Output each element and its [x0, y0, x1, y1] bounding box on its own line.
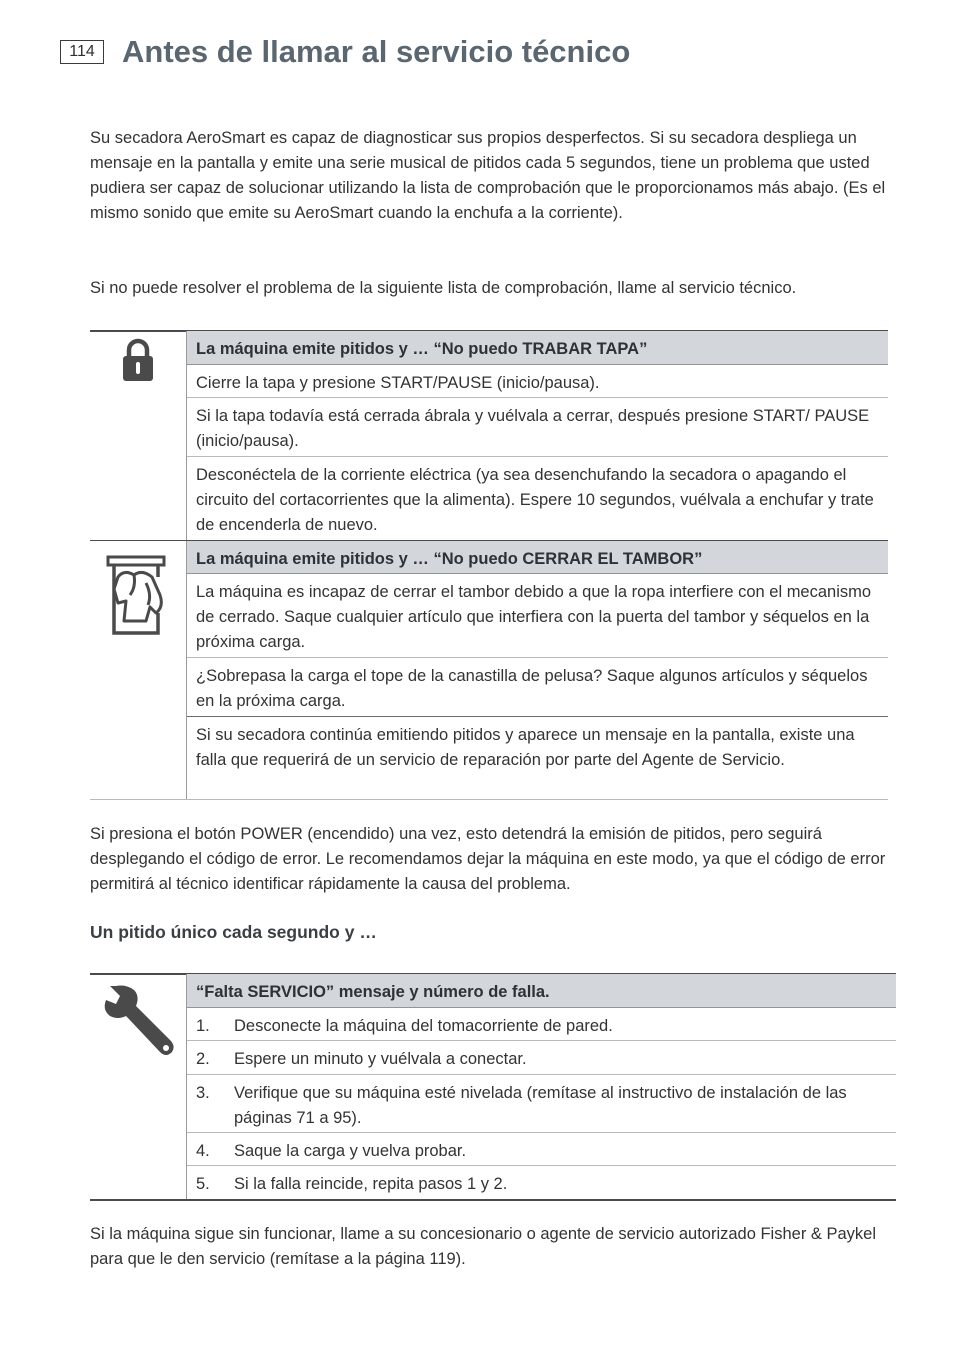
drum-row: La máquina es incapaz de cerrar el tambor debido a que la ropa interfiere con el mecanismo de cerrado. Saque cualquier artículo que interfiera con la puerta del tambor y séquelos en la próxima carga.	[187, 574, 888, 658]
lid-row: Cierre la tapa y presione START/PAUSE (inicio/pausa).	[187, 365, 888, 398]
service-heading: “Falta SERVICIO” mensaje y número de falla.	[187, 974, 896, 1008]
step-number: 2.	[196, 1050, 210, 1068]
footer-paragraph: Si la máquina sigue sin funcionar, llame a su concesionario o agente de servicio autorizado Fisher & Paykel para que le den servicio (remítase a la página 119).	[90, 1225, 877, 1268]
power-button-paragraph: Si presiona el botón POWER (encendido) una vez, esto detendrá la emisión de pitidos, pero seguirá desplegando el código de error. Le recomendamos dejar la máquina en este modo, ya que el código de error permitirá al técnico identificar rápidamente la causa del problema.	[90, 825, 886, 893]
service-step	[187, 1008, 896, 1041]
page-number: 114	[60, 40, 104, 64]
step-number: 1.	[196, 1017, 210, 1035]
service-step	[187, 1075, 896, 1133]
step-text: Verifique que su máquina esté nivelada (remítase al instructivo de instalación de las páginas 71 a 95).	[234, 1084, 847, 1127]
step-number: 5.	[196, 1175, 210, 1193]
drum-clothes-icon	[106, 555, 168, 637]
step-text: Desconecte la máquina del tomacorriente de pared.	[234, 1017, 613, 1035]
lid-row: Desconéctela de la corriente eléctrica (ya sea desenchufando la secadora o apagando el circuito del cortacorrientes que la alimenta). Espere 10 segundos, vuélvala a enchufar y trate de encenderla de nuevo.	[196, 466, 874, 534]
service-step	[187, 1041, 896, 1075]
single-beep-subheading: Un pitido único cada segundo y …	[90, 922, 377, 942]
lid-row: Si la tapa todavía está cerrada ábrala y vuélvala a cerrar, después presione START/ PAUSE (inicio/pausa).	[187, 398, 888, 457]
page-title: Antes de llamar al servicio técnico	[122, 34, 631, 69]
drum-row: ¿Sobrepasa la carga el tope de la canastilla de pelusa? Saque algunos artículos y séquelos en la próxima carga.	[187, 658, 888, 717]
troubleshooting-table-beeps	[90, 330, 888, 800]
troubleshooting-table-service	[90, 973, 896, 1201]
padlock-icon	[120, 337, 156, 383]
drum-heading: La máquina emite pitidos y … “No puedo CERRAR EL TAMBOR”	[187, 541, 888, 574]
step-number: 4.	[196, 1142, 210, 1160]
service-step	[187, 1133, 896, 1166]
section-drum	[90, 540, 888, 800]
intro-paragraph: Su secadora AeroSmart es capaz de diagnosticar sus propios desperfectos. Si su secadora despliega un mensaje en la pantalla y emite una serie musical de pitidos cada 5 segundos, tiene un problema que usted pudiera ser capaz de solucionar utilizando la lista de comprobación que le proporcionamos más abajo. (Es el mismo sonido que emite su AeroSmart cuando la enchufa a la corriente).	[90, 129, 886, 222]
section-service	[90, 974, 896, 1199]
section-lid	[90, 331, 888, 540]
step-number: 3.	[196, 1084, 210, 1102]
step-text: Saque la carga y vuelva probar.	[234, 1142, 467, 1160]
step-text: Espere un minuto y vuélvala a conectar.	[234, 1050, 527, 1068]
lid-heading: La máquina emite pitidos y … “No puedo TRABAR TAPA”	[187, 331, 888, 365]
intro-note-paragraph: Si no puede resolver el problema de la siguiente lista de comprobación, llame al servicio técnico.	[90, 279, 797, 297]
service-step	[187, 1166, 896, 1199]
step-text: Si la falla reincide, repita pasos 1 y 2.	[234, 1175, 508, 1193]
wrench-icon	[98, 982, 178, 1062]
drum-row: Si su secadora continúa emitiendo pitidos y aparece un mensaje en la pantalla, existe una falla que requerirá de un servicio de reparación por parte del Agente de Servicio.	[187, 717, 888, 800]
